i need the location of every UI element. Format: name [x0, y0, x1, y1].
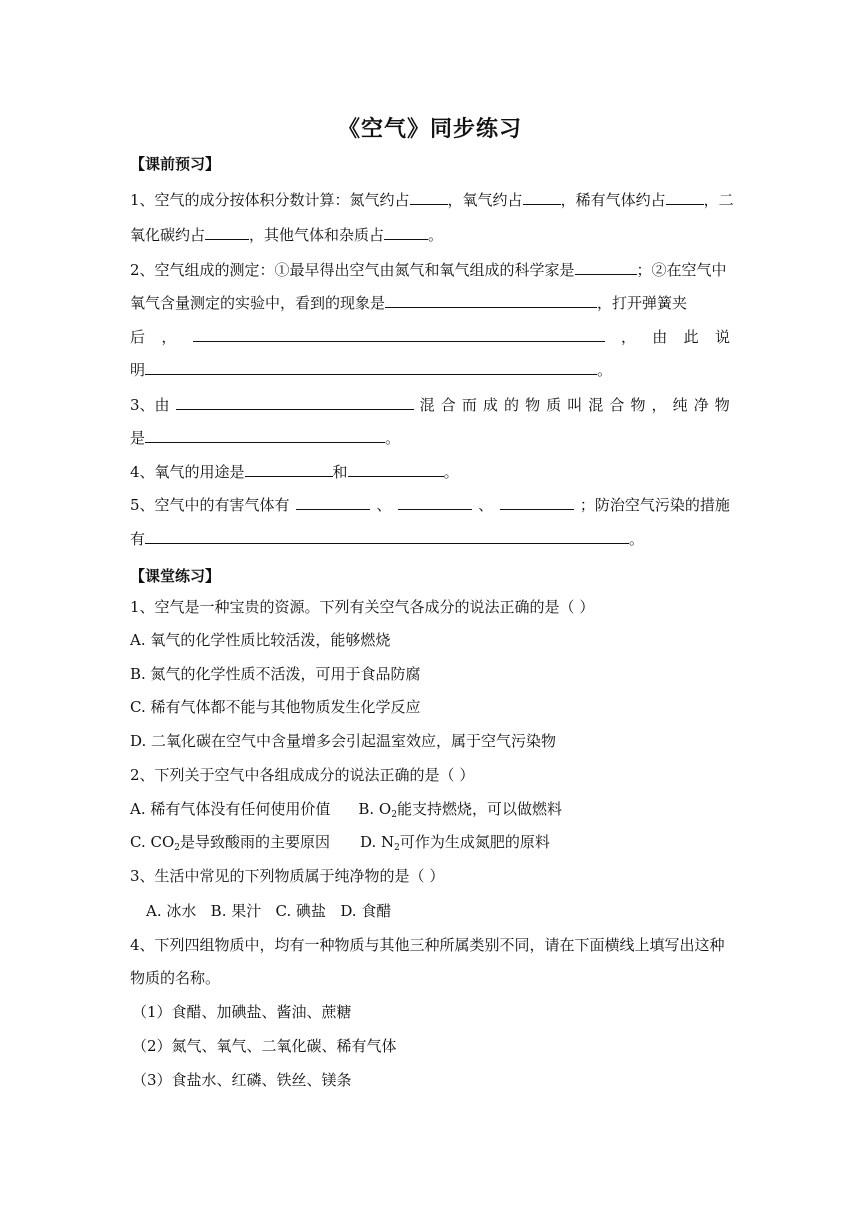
- preview-q4-line: 4、氧气的用途是 和 。: [130, 463, 459, 481]
- page-title: 《空气》同步练习: [337, 116, 522, 142]
- preview-q1-line1: 1、空气的成分按体积分数计算：氮气约占 ，氧气约占 ，稀有气体约占 ，二: [130, 191, 734, 209]
- answer-blank[interactable]: [145, 529, 629, 544]
- answer-blank[interactable]: [666, 190, 704, 205]
- answer-blank[interactable]: [193, 327, 605, 342]
- section-heading-preview: 【课前预习】: [130, 155, 221, 173]
- classroom-q2-options-ab: [130, 799, 730, 825]
- classroom-q2-options-cd: [130, 832, 730, 858]
- answer-blank[interactable]: [296, 495, 370, 510]
- preview-q2-line4: 明 。: [130, 361, 613, 379]
- answer-blank[interactable]: [523, 190, 561, 205]
- classroom-q4-item-1: （1）食醋、加碘盐、酱油、蔗糖: [132, 1003, 352, 1021]
- answer-blank[interactable]: [245, 462, 333, 477]
- classroom-q1-option-d: D. 二氧化碳在空气中含量增多会引起温室效应，属于空气污染物: [130, 732, 557, 750]
- preview-q3-line2: 是 。: [130, 429, 401, 447]
- preview-q2-line2: 氧气含量测定的实验中，看到的现象是 ，打开弹簧夹: [130, 294, 688, 312]
- classroom-q4-item-2: （2）氮气、氧气、二氧化碳、稀有气体: [132, 1037, 397, 1055]
- answer-blank[interactable]: [145, 360, 597, 375]
- preview-q5-line1: 5、空气中的有害气体有 、 、 ；防治空气污染的措施: [130, 496, 730, 514]
- classroom-q1-option-a: A. 氧气的化学性质比较活泼，能够燃烧: [130, 631, 391, 649]
- option-c: C. $CO_2$是导致酸雨的主要原因: [130, 833, 331, 853]
- answer-blank[interactable]: [348, 462, 444, 477]
- option-a: A. 稀有气体没有任何使用价值: [130, 800, 331, 818]
- classroom-q4-item-3: （3）食盐水、红磷、铁丝、镁条: [132, 1071, 352, 1089]
- answer-blank[interactable]: [145, 428, 385, 443]
- section-heading-classroom: 【课堂练习】: [130, 567, 221, 585]
- classroom-q1-option-b: B. 氮气的化学性质不活泼，可用于食品防腐: [130, 665, 421, 683]
- answer-blank[interactable]: [384, 225, 428, 240]
- classroom-q4-stem-line1: 4、下列四组物质中，均有一种物质与其他三种所属类别不同，请在下面横线上填写出这种: [130, 936, 725, 954]
- classroom-q4-stem-line2: 物质的名称。: [130, 969, 221, 987]
- option-d: D. $N_2$可作为生成氮肥的原料: [360, 833, 550, 853]
- answer-blank[interactable]: [500, 495, 574, 510]
- classroom-q3-stem: 3、生活中常见的下列物质属于纯净物的是（ ）: [130, 867, 445, 885]
- answer-blank[interactable]: [410, 190, 448, 205]
- preview-q1-line2: 氧化碳约占 ，其他气体和杂质占 。: [130, 226, 444, 244]
- answer-blank[interactable]: [205, 225, 249, 240]
- classroom-q3-options: A. 冰水 B. 果汁 C. 碘盐 D. 食醋: [146, 902, 392, 920]
- classroom-q2-stem: 2、下列关于空气中各组成成分的说法正确的是（ ）: [130, 766, 475, 784]
- preview-q5-line2: 有 。: [130, 530, 645, 548]
- option-b: B. $O_2$能支持燃烧，可以做燃料: [358, 800, 562, 820]
- answer-blank[interactable]: [176, 395, 414, 410]
- answer-blank[interactable]: [385, 293, 597, 308]
- classroom-q1-option-c: C. 稀有气体都不能与其他物质发生化学反应: [130, 698, 421, 716]
- preview-q2-line3: 后 ， ， 由 此 说: [130, 328, 730, 346]
- preview-q3-line1: 3、由 混 合 而 成 的 物 质 叫 混 合 物 ， 纯 净 物: [130, 396, 730, 414]
- preview-q2-line1: 2、空气组成的测定：①最早得出空气由氮气和氧气组成的科学家是 ；②在空气中: [130, 261, 727, 279]
- classroom-q1-stem: 1、空气是一种宝贵的资源。下列有关空气各成分的说法正确的是（ ）: [130, 598, 595, 616]
- answer-blank[interactable]: [398, 495, 472, 510]
- answer-blank[interactable]: [575, 260, 637, 275]
